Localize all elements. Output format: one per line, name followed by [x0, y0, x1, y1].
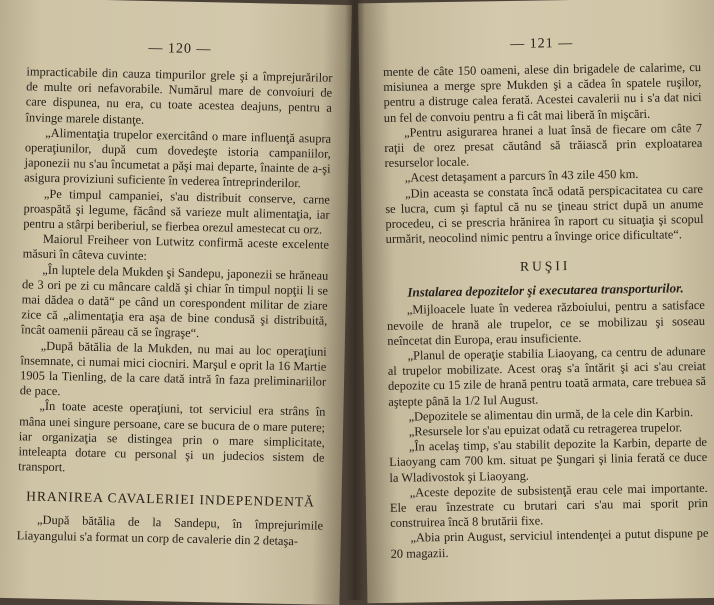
paragraph: impracticabile din cauza timpurilor grele şi a împrejurărilor de multe ori nefavorabile. Numărul mare de convoiuri de care dispunea, nu era, cu toate acestea deajuns, pentru a învinge marele distanţe.	[25, 64, 333, 127]
paragraph: „Aceste depozite de subsistenţă erau cele mai importante. Ele erau înzestrate cu brutari cari s'au mai sporit prin construirea încă 8 brutării fixe.	[389, 480, 709, 531]
right-page-number: — 121 —	[510, 35, 574, 52]
paragraph: „Alimentaţia trupelor exercitând o mare influenţă asupra operaţiunilor, după cum dovedeşte istoria campaniilor, japonezii nu s'au încumetat a păşi mai departe, înainte de a-şi asigura proviziuni suficiente în vederea întreprinderilor.	[24, 125, 332, 191]
paragraph: Maiorul Freiheer von Lutwitz confirmă aceste excelente măsuri în câteva cuvinte:	[22, 231, 330, 264]
paragraph: „Pentru asigurarea hranei a luat însă de fiecare om câte 7 raţii de orez presat căutând să trăiască prin exploatarea resurselor locale.	[384, 120, 703, 171]
subsection-title: Instalarea depozitelor şi executarea transporturilor.	[407, 280, 684, 301]
paragraph: „În toate aceste operaţiuni, tot serviciul era strâns în mâna unei singure persoane, care se bucura de o mare putere; iar organizaţia se distingea prin o mare simplicitate, inteleapta dotare cu personal şi un judecios sistem de transport.	[18, 399, 326, 475]
paragraph: „Abia prin August, serviciul intendenţei a putut dispune pe 20 magazii.	[390, 526, 709, 561]
section-title: HRANIREA CAVALERIEI INDEPENDENTĂ	[26, 488, 316, 510]
book-gutter	[345, 0, 365, 600]
left-page	[0, 0, 352, 605]
paragraph: „Resursele lor s'au epuizat odată cu retragerea trupelor.	[408, 420, 683, 439]
paragraph: mente de câte 150 oameni, alese din brigadele de calarime, cu misiunea a merge spre Mukden şi a cădea în spatele ruşilor, pentru a distruge calea ferată. Acestei cavalerii nu i s'a dat nici un fel de convoiu pentru a fi cât mai liberă în mişcări.	[382, 59, 702, 125]
paragraph: „Depozitele se alimentau din urmă, de la cele din Karbin.	[408, 405, 694, 424]
paragraph: „După bătălia de la Sandepu, în împrejurimile Liayangului s'a format un corp de cavalerie din 2 detaşa-	[16, 513, 324, 548]
paragraph: „În acelaş timp, s'au stabilit depozite la Karbin, departe de Liaoyang cam 700 km. situat pe Şungari şi linia ferată ce duce la Wladivostok şi Liaoyang.	[389, 435, 708, 485]
left-page-number: — 120 —	[148, 40, 212, 58]
section-title: RUŞII	[519, 258, 571, 275]
right-page	[358, 0, 714, 603]
paragraph: „După bătălia de la Mukden, nu mai au loc operaţiuni însemnate, ci numai mici ciocniri. Marşul e oprit la 16 Martie 1905 la Tienling, de la care dată intră în faza preliminariilor de pace.	[19, 338, 327, 399]
paragraph: „Din aceasta se constata încă odată perspicacitatea cu care se lucra, cum şi faptul că nu se ţineau strict după un anume procedeu, ci se prescria hrănirea în raport cu situaţia şi scopul urmărit, neocolind nimic pentru a învinge orice dificultate“.	[385, 181, 704, 247]
paragraph: „În luptele dela Mukden şi Sandepu, japonezii se hrăneau de 3 ori pe zi cu mâncare caldă şi chiar în timpul nopţii li se mai dădea o dată“ pe când un corespondent militar de ziare zice că „alimentaţia era aşa de bine condusă şi distribuită, încât oamenii păreau că se îngraşe“.	[20, 262, 329, 341]
paragraph: „Acest detaşament a parcurs în 43 zile 450 km.	[404, 167, 639, 186]
paragraph: „Mijloacele luate în vederea războiului, pentru a satisface nevoile de hrană ale trupelor, ce se mobilizau şi soseau neîncetat din Europa, erau insuficiente.	[386, 298, 706, 348]
paragraph: „Planul de operaţie stabilia Liaoyang, ca centru de adunare al trupelor mobilizate. Acest oraş s'a întărit şi aci s'au creiat depozite cu 15 zile de hrană pentru toată armata, care trebuea să aştepte până la 1/2 Iul August.	[387, 343, 707, 409]
paragraph: „Pe timpul campaniei, s'au distribuit conserve, carne proaspătă şi legume, făcând să varieze mult alimentaţia, iar pentru a stârpi beriberiul, se fierbea orezul amestecat cu orz.	[23, 186, 331, 237]
